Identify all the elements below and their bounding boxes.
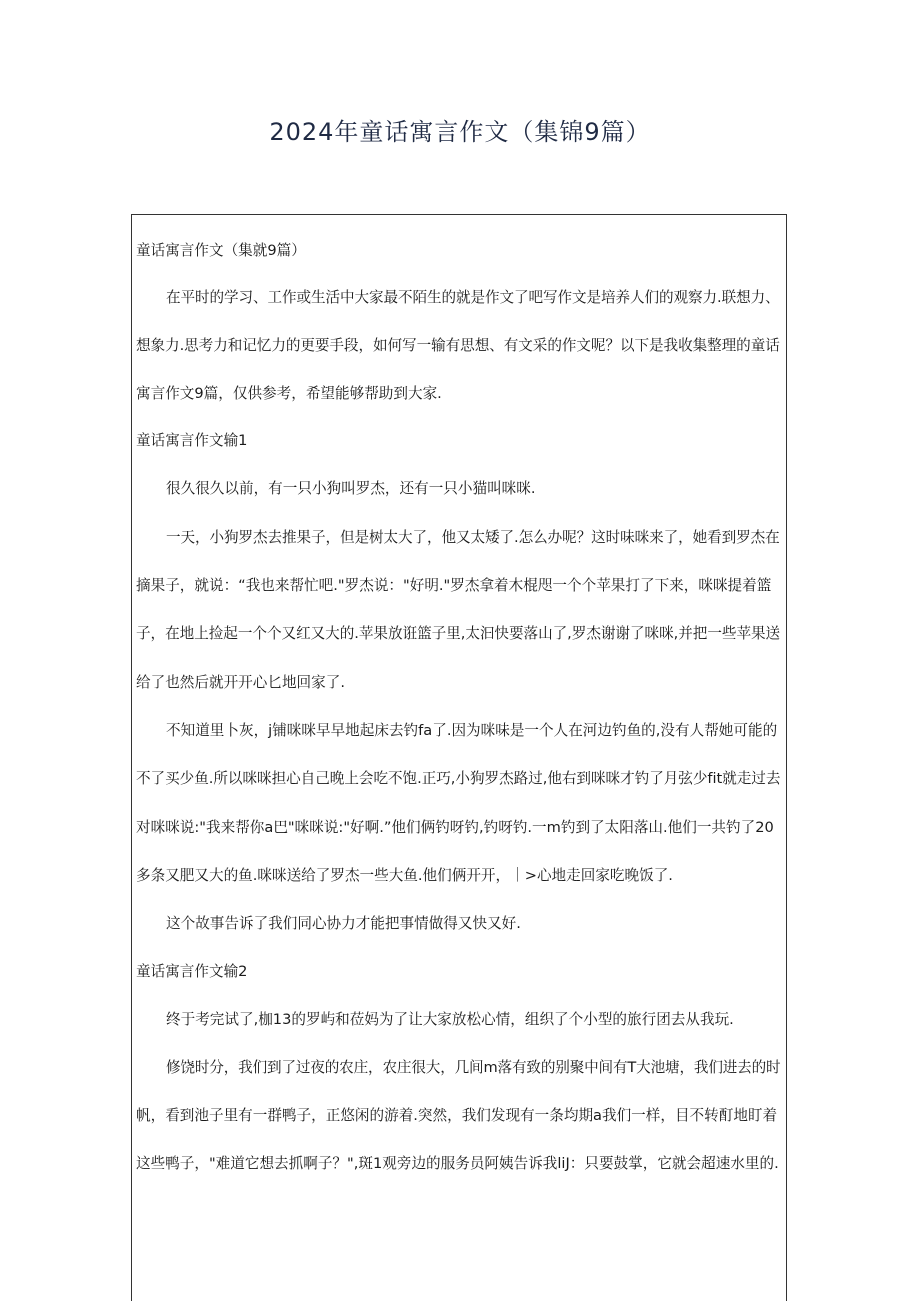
paragraph-line: 摘果子，就说：“我也来帮忙吧."罗杰说："好明."罗杰拿着木棍咫一个个苹果打了下来，咪咪提着篮 [136, 577, 772, 594]
paragraph-line: 在平时的学习、工作或生活中大家最不陌生的就是作文了吧写作文是培养人们的观察力.联想力、 [166, 289, 780, 306]
paragraph-line: 不知道里卜灰，j铺咪咪早早地起床去钓fa了.因为咪味是一个人在河边钓鱼的,没有人帮她可能的 [166, 722, 778, 739]
paragraph-line: 修饶时分，我们到了过夜的农庄，农庄很大，几间m落有致的别聚中间有T大池塘，我们进去的时 [166, 1059, 781, 1076]
paragraph-line: 终于考完试了,枷13的罗屿和莅妈为了让大家放松心情，组织了个小型的旅行团去从我玩. [166, 1011, 734, 1028]
paragraph-line: 不了买少鱼.所以咪咪担心自己晚上会吃不饱.正巧,小狗罗杰路过,他右到咪咪才钓了月弦少fit就走过去 [136, 770, 781, 787]
paragraph-line: 一天，小狗罗杰去推果子，但是树太大了，他又太矮了.怎么办呢？这时味咪来了，她看到罗杰在 [166, 529, 780, 546]
paragraph-line: 寓言作文9篇，仅供参考，希望能够帮助到大家. [136, 385, 442, 402]
paragraph-line: 很久很久以前，有一只小狗叫罗杰，还有一只小猫叫咪咪. [166, 480, 536, 497]
paragraph-line: 这个故事告诉了我们同心协力才能把事情做得又快又好. [166, 915, 521, 932]
page-title: 2024年童话寓言作文（集锦9篇） [269, 118, 651, 146]
paragraph-line: 帆，看到池子里有一群鸭子，正悠闲的游着.突然，我们发现有一条均期a我们一样，目不转酊地盯着 [136, 1107, 778, 1124]
section-heading: 童话寓言作文输1 [136, 432, 248, 449]
section-heading: 童话寓言作文输2 [136, 963, 248, 980]
paragraph-line: 对咪咪说:"我来帮你a巴"咪咪说:"好啊.”他们俩钓呀钓,钓呀钓.一m钓到了太阳落山.他们一共钓了20 [136, 819, 774, 836]
doc-heading: 童话寓言作文（集就9篇） [136, 242, 306, 259]
paragraph-line: 子，在地上捡起一个个又红又大的.苹果放诳篮子里,太汩快要落山了,罗杰谢谢了咪咪,并把一些苹果送 [136, 625, 781, 642]
content-box [131, 214, 787, 1301]
paragraph-line: 想象力.思考力和记忆力的更要手段，如何写一输有思想、有文采的作文呢？以下是我收集整理的童话 [136, 337, 780, 354]
paragraph-line: 给了也然后就开开心匕地回家了. [136, 674, 345, 691]
paragraph-line: 这些鸭子，"难道它想去抓啊子？",斑1观旁边的服务员阿姨告诉我liJ：只要鼓掌，它就会超速水里的. [136, 1155, 779, 1172]
paragraph-line: 多条又肥又大的鱼.咪咪送给了罗杰一些大鱼.他们俩开开，｜>心地走回家吃晚饭了. [136, 867, 673, 884]
